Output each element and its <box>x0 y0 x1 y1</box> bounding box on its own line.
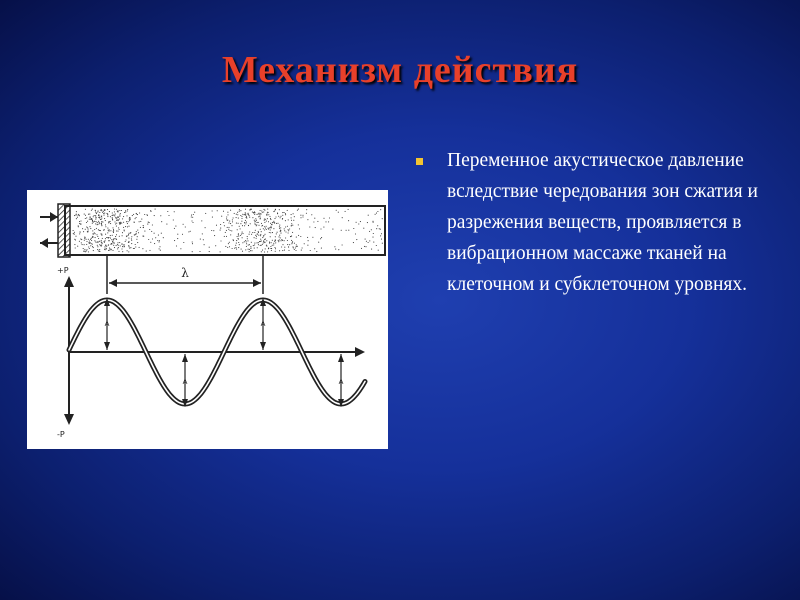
square-bullet-icon <box>416 158 423 165</box>
slide-title: Механизм действия <box>221 49 579 91</box>
amplitude-label-2: A <box>260 320 266 328</box>
bullet-list <box>410 145 780 300</box>
time-axis <box>69 347 365 357</box>
wave-diagram-svg <box>27 190 388 449</box>
wavelength-label: λ <box>181 266 189 280</box>
bullet-item <box>410 145 780 300</box>
amplitude-label-4: A <box>338 378 344 386</box>
wave-diagram <box>27 190 388 449</box>
amplitude-label-3: A <box>182 378 188 386</box>
bullet-text: Переменное акустическое давление вследствие чередования зон сжатия и разрежения веществ, проявляется в вибрационном массаже тканей на клеточном и субклеточном уровнях. <box>447 150 758 295</box>
amplitude-label-1: A <box>104 320 110 328</box>
minus-p-label: -P <box>57 430 65 439</box>
tube <box>40 204 385 257</box>
plus-p-label: +P <box>57 266 69 275</box>
